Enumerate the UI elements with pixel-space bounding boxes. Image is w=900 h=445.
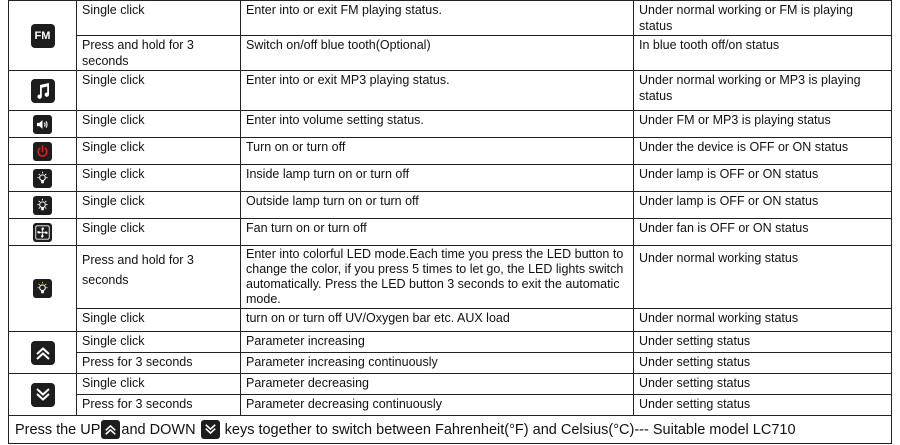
action-cell: Press for 3 seconds [77, 353, 241, 374]
icon-cell [9, 165, 77, 192]
condition-cell: Under normal working or MP3 is playing status [634, 71, 892, 111]
footer-note [9, 416, 892, 444]
action-cell: Press and hold for 3 seconds [77, 246, 241, 309]
button-function-table [8, 0, 892, 444]
action-cell: Single click [77, 309, 241, 332]
action-cell: Single click [77, 165, 241, 192]
icon-cell [9, 138, 77, 165]
condition-cell: Under setting status [634, 332, 892, 353]
fm-icon: FM [31, 24, 55, 48]
action-cell: Single click [77, 71, 241, 111]
table-row [9, 309, 892, 332]
function-cell: Outside lamp turn on or turn off [241, 192, 634, 219]
table-row [9, 111, 892, 138]
function-cell: Enter into colorful LED mode.Each time you press the LED button to change the color, if you press 5 times to let go, the LED lights switch automatically. Press the LED button 3 seconds to exit the automatic mode. [241, 246, 634, 309]
function-cell: Inside lamp turn on or turn off [241, 165, 634, 192]
led-lamp-icon [33, 279, 52, 298]
icon-cell [9, 1, 77, 71]
chevron-down-icon [201, 420, 220, 439]
table-row [9, 395, 892, 416]
function-cell: Parameter increasing [241, 332, 634, 353]
icon-cell [9, 332, 77, 374]
table-row [9, 219, 892, 246]
condition-cell: Under fan is OFF or ON status [634, 219, 892, 246]
action-cell: Single click [77, 332, 241, 353]
icon-cell [9, 374, 77, 416]
function-cell: Enter into volume setting status. [241, 111, 634, 138]
action-cell: Press and hold for 3 seconds [77, 36, 241, 71]
function-cell: Parameter increasing continuously [241, 353, 634, 374]
table-row [9, 353, 892, 374]
function-cell: Fan turn on or turn off [241, 219, 634, 246]
function-cell: turn on or turn off UV/Oxygen bar etc. AUX load [241, 309, 634, 332]
footer-text-2: and DOWN [121, 421, 196, 438]
action-cell: Single click [77, 138, 241, 165]
condition-cell: Under setting status [634, 395, 892, 416]
icon-cell [9, 71, 77, 111]
function-cell: Switch on/off blue tooth(Optional) [241, 36, 634, 71]
icon-cell [9, 192, 77, 219]
table-row [9, 246, 892, 309]
action-cell: Single click [77, 111, 241, 138]
table-row [9, 138, 892, 165]
condition-cell: Under normal working status [634, 246, 892, 309]
condition-cell: Under setting status [634, 353, 892, 374]
table-row [9, 192, 892, 219]
chevron-up-icon [31, 341, 55, 365]
table-row [9, 374, 892, 395]
outside-lamp-icon [33, 196, 52, 215]
condition-cell: Under normal working or FM is playing status [634, 1, 892, 36]
speaker-icon [33, 115, 52, 134]
table-row [9, 165, 892, 192]
action-cell: Single click [77, 1, 241, 36]
chevron-down-icon [31, 383, 55, 407]
fan-icon [33, 223, 52, 242]
action-cell: Press for 3 seconds [77, 395, 241, 416]
condition-cell: Under lamp is OFF or ON status [634, 192, 892, 219]
condition-cell: In blue tooth off/on status [634, 36, 892, 71]
table-row [9, 36, 892, 71]
condition-cell: Under setting status [634, 374, 892, 395]
footer-text-1: Press the UP [15, 421, 101, 438]
table-row [9, 71, 892, 111]
icon-cell [9, 219, 77, 246]
action-cell: Single click [77, 192, 241, 219]
icon-cell [9, 246, 77, 332]
function-cell: Enter into or exit MP3 playing status. [241, 71, 634, 111]
function-cell: Turn on or turn off [241, 138, 634, 165]
table-row [9, 1, 892, 36]
power-icon [33, 142, 52, 161]
music-note-icon [31, 79, 55, 103]
function-cell: Parameter decreasing continuously [241, 395, 634, 416]
condition-cell: Under the device is OFF or ON status [634, 138, 892, 165]
action-cell: Single click [77, 374, 241, 395]
chevron-up-icon [101, 420, 120, 439]
function-cell: Enter into or exit FM playing status. [241, 1, 634, 36]
footer-row [9, 416, 892, 444]
function-cell: Parameter decreasing [241, 374, 634, 395]
condition-cell: Under FM or MP3 is playing status [634, 111, 892, 138]
icon-cell [9, 111, 77, 138]
inside-lamp-icon [33, 169, 52, 188]
footer-text-3: keys together to switch between Fahrenheit(°F) and Celsius(°C)--- Suitable model LC710 [224, 421, 796, 438]
condition-cell: Under normal working status [634, 309, 892, 332]
action-cell: Single click [77, 219, 241, 246]
table-row [9, 332, 892, 353]
condition-cell: Under lamp is OFF or ON status [634, 165, 892, 192]
